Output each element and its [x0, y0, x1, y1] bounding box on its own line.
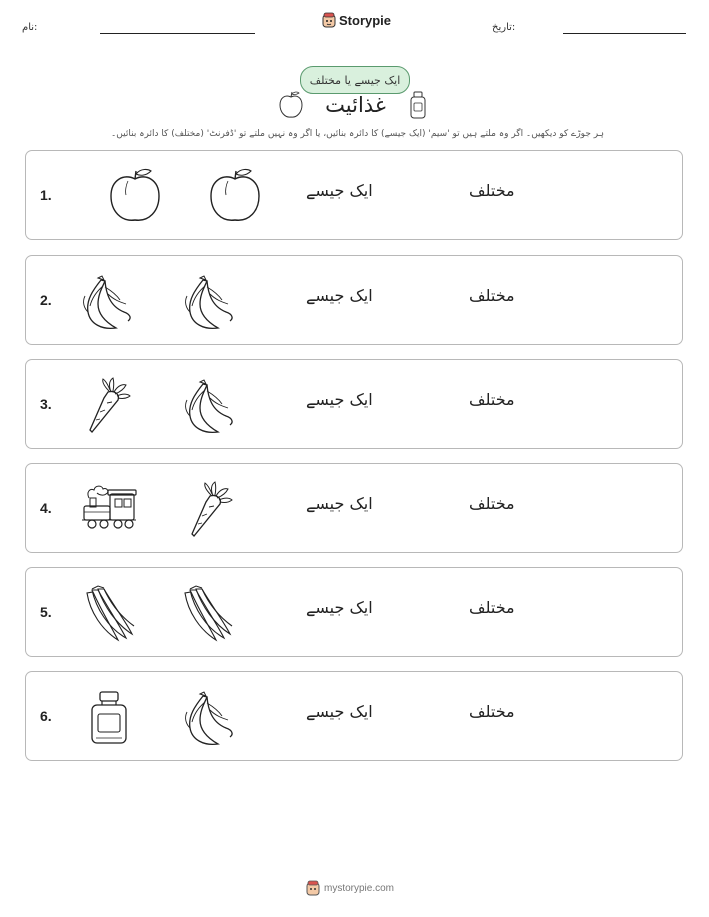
question-row-1 — [25, 150, 683, 240]
question-number: 2. — [40, 292, 52, 308]
option-different[interactable]: مختلف — [469, 181, 515, 200]
train-icon — [80, 480, 138, 538]
page-title: غذائیت — [325, 93, 386, 117]
option-same[interactable]: ایک جیسے — [306, 181, 373, 200]
question-number: 4. — [40, 500, 52, 516]
option-different[interactable]: مختلف — [469, 494, 515, 513]
banana-icon — [178, 688, 236, 746]
jar-icon — [80, 688, 138, 746]
option-same[interactable]: ایک جیسے — [306, 702, 373, 721]
storypie-mascot-icon — [306, 880, 320, 896]
footer-url[interactable]: mystorypie.com — [324, 882, 395, 894]
date-line[interactable] — [563, 33, 686, 34]
option-same[interactable]: ایک جیسے — [306, 390, 373, 409]
question-row-5 — [25, 567, 683, 657]
storypie-mascot-icon — [322, 12, 336, 28]
apple-icon — [206, 167, 264, 225]
brand-name: Storypie — [339, 12, 392, 28]
banana-icon — [76, 272, 134, 330]
option-same[interactable]: ایک جیسے — [306, 598, 373, 617]
title-jar-icon — [408, 90, 428, 120]
green-beans-icon — [180, 584, 238, 642]
option-different[interactable]: مختلف — [469, 702, 515, 721]
apple-icon — [106, 167, 164, 225]
question-number: 1. — [40, 187, 52, 203]
footer — [306, 880, 394, 896]
banana-icon — [178, 376, 236, 434]
question-number: 6. — [40, 708, 52, 724]
carrot-icon — [180, 480, 238, 538]
question-row-4 — [25, 463, 683, 553]
title-apple-icon — [277, 90, 305, 120]
name-line[interactable] — [100, 33, 255, 34]
option-different[interactable]: مختلف — [469, 390, 515, 409]
question-row-3 — [25, 359, 683, 449]
green-beans-icon — [82, 584, 140, 642]
banana-icon — [178, 272, 236, 330]
instructions: ہر جوڑے کو دیکھیں۔ اگر وہ ملتے ہیں تو 'سیم' (ایک جیسے) کا دائرہ بنائیں، یا اگر وہ نہیں ملتے تو 'ڈفرنٹ' (مختلف) کا دائرہ بنائیں۔ — [111, 129, 604, 139]
worksheet-type-badge: ایک جیسے یا مختلف — [300, 66, 410, 94]
carrot-icon — [78, 376, 136, 434]
option-different[interactable]: مختلف — [469, 598, 515, 617]
option-same[interactable]: ایک جیسے — [306, 494, 373, 513]
question-number: 3. — [40, 396, 52, 412]
question-number: 5. — [40, 604, 52, 620]
brand-logo — [322, 12, 391, 28]
question-row-2 — [25, 255, 683, 345]
name-label: نام: — [22, 22, 38, 33]
question-row-6 — [25, 671, 683, 761]
date-label: تاریخ: — [492, 22, 516, 33]
option-different[interactable]: مختلف — [469, 286, 515, 305]
option-same[interactable]: ایک جیسے — [306, 286, 373, 305]
